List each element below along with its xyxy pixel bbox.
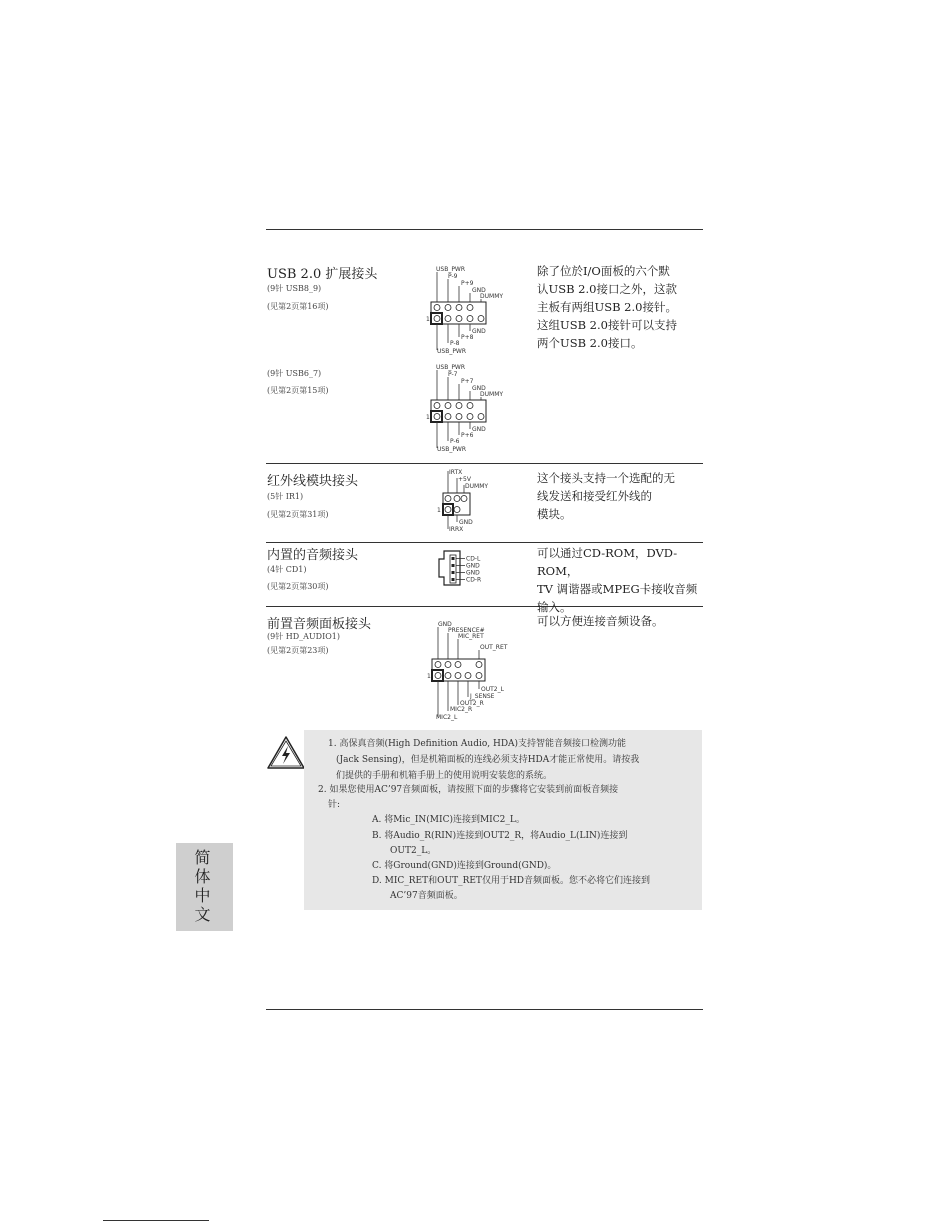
ir-description xyxy=(537,469,702,523)
pin-label: P+7 xyxy=(461,378,474,385)
top-rule xyxy=(266,229,703,230)
pin-one-marker: 1 xyxy=(437,507,441,514)
pin-label: +5V xyxy=(458,476,471,483)
cd-pins: (4针 CD1) xyxy=(267,565,307,574)
pin-label: P-6 xyxy=(450,438,460,445)
pin-label: CD-L xyxy=(466,555,481,563)
note-line: A. 将Mic_IN(MIC)连接到MIC2_L。 xyxy=(372,815,525,825)
note-line: D. MIC_RET和OUT_RET仅用于HD音频面板。您不必将它们连接到 xyxy=(372,876,651,886)
desc-line: 除了位於I/O面板的六个默 xyxy=(537,264,670,278)
pin-label: CD-R xyxy=(466,576,482,584)
pin-label: GND xyxy=(472,328,486,335)
desc-line: 输入。 xyxy=(537,600,572,614)
pin-label: IRTX xyxy=(449,469,463,476)
note-line: 们提供的手册和机箱手册上的使用说明安装您的系统。 xyxy=(336,771,553,781)
desc-line: 两个USB 2.0接口。 xyxy=(537,336,643,350)
pin-label: DUMMY xyxy=(465,483,489,490)
pin-label: USB_PWR xyxy=(436,364,466,371)
pin-label: J_SENSE xyxy=(470,693,495,700)
usb67-ref: (见第2页第15项) xyxy=(267,386,329,395)
pin-label: P-8 xyxy=(450,340,460,347)
pin-label: USB_PWR xyxy=(437,348,467,355)
audio-description xyxy=(537,612,702,630)
usb-description xyxy=(537,262,702,352)
footer-underline xyxy=(103,1220,209,1221)
desc-line: 这个接头支持一个选配的无 xyxy=(537,471,675,485)
pin-label: GND xyxy=(472,385,486,392)
pin-label: P+6 xyxy=(461,432,474,439)
ir-ref: (见第2页第31项) xyxy=(267,510,329,519)
notes-box xyxy=(304,730,702,910)
pin-label: OUT_RET xyxy=(480,644,508,651)
pin-label: OUT2_R xyxy=(460,700,484,707)
desc-line: TV 调谐器或MPEG卡接收音频 xyxy=(537,582,698,596)
audio-header-title: 前置音频面板接头 xyxy=(267,617,372,632)
usb67-pins: (9针 USB6_7) xyxy=(267,369,322,378)
audio-pin-diagram xyxy=(426,619,514,721)
divider-ir xyxy=(266,463,703,464)
desc-line: 这组USB 2.0接针可以支持 xyxy=(537,318,677,332)
pin-label: GND xyxy=(438,621,452,628)
note-line: 针: xyxy=(328,800,341,810)
note-line: AC’97音频面板。 xyxy=(390,891,463,901)
pin-label: P+9 xyxy=(461,280,474,287)
note-line: 1. 高保真音频(High Definition Audio, HDA)支持智能音频接口检测功能 xyxy=(328,739,627,749)
pin-label: GND xyxy=(472,287,486,294)
pin-label: GND xyxy=(466,562,480,570)
note-line: B. 将Audio_R(RIN)连接到OUT2_R，将Audio_L(LIN)连接到 xyxy=(372,831,628,841)
pin-label: PRESENCE# xyxy=(448,627,485,634)
note-line: 2. 如果您使用AC’97音频面板，请按照下面的步骤将它安装到前面板音频接 xyxy=(318,785,619,795)
usb67-pin-diagram xyxy=(424,362,514,454)
pin-label: DUMMY xyxy=(480,293,504,300)
pin-label: MIC_RET xyxy=(458,633,484,640)
cd-pin-diagram xyxy=(436,549,496,589)
language-tab-label: 简体中文 xyxy=(192,849,211,925)
pin-label: MIC2_R xyxy=(450,706,473,713)
audio-pins: (9针 HD_AUDIO1) xyxy=(267,632,341,641)
audio-ref: (见第2页第23项) xyxy=(267,646,329,655)
cd-description xyxy=(537,544,705,616)
ir-pins: (5针 IR1) xyxy=(267,492,304,501)
pin-label: GND xyxy=(466,569,480,577)
cd-header-title: 内置的音频接头 xyxy=(267,548,359,563)
language-tab xyxy=(176,843,233,931)
pin-one-marker: 1 xyxy=(426,414,430,421)
desc-line: 可以通过CD-ROM，DVD-ROM， xyxy=(537,546,678,578)
usb89-ref: (见第2页第16项) xyxy=(267,302,329,311)
pin-label: USB_PWR xyxy=(437,446,467,453)
desc-line: 线发送和接受红外线的 xyxy=(537,489,652,503)
note-line: OUT2_L。 xyxy=(390,846,437,856)
pin-label: USB_PWR xyxy=(436,266,466,273)
pin-label: IRRX xyxy=(449,526,464,533)
note-line: C. 将Ground(GND)连接到Ground(GND)。 xyxy=(372,861,557,871)
pin-label: MIC2_L xyxy=(436,714,458,721)
pin-label: DUMMY xyxy=(480,391,504,398)
bottom-rule xyxy=(266,1009,703,1010)
ir-pin-diagram xyxy=(432,467,507,533)
pin-label: P-9 xyxy=(448,273,458,280)
pin-label: OUT2_L xyxy=(481,686,504,693)
usb89-pins: (9针 USB8_9) xyxy=(267,284,322,293)
cd-ref: (见第2页第30项) xyxy=(267,582,329,591)
pin-label: GND xyxy=(459,519,473,526)
pin-label: P-7 xyxy=(448,371,458,378)
desc-line: 模块。 xyxy=(537,507,572,521)
note-line: (Jack Sensing)，但是机箱面板的连线必须支持HDA才能正常使用。请按我 xyxy=(336,755,640,765)
ir-header-title: 红外线模块接头 xyxy=(267,474,359,489)
desc-line: 可以方便连接音频设备。 xyxy=(537,614,664,628)
usb-header-title: USB 2.0 扩展接头 xyxy=(267,267,378,282)
pin-one-marker: 1 xyxy=(426,316,430,323)
warning-icon xyxy=(266,735,306,771)
desc-line: 认USB 2.0接口之外，这款 xyxy=(537,282,677,296)
divider-cd xyxy=(266,542,703,543)
desc-line: 主板有两组USB 2.0接针。 xyxy=(537,300,677,314)
pin-one-marker: 1 xyxy=(427,673,431,680)
pin-label: GND xyxy=(472,426,486,433)
pin-label: P+8 xyxy=(461,334,474,341)
usb89-pin-diagram xyxy=(424,264,514,356)
